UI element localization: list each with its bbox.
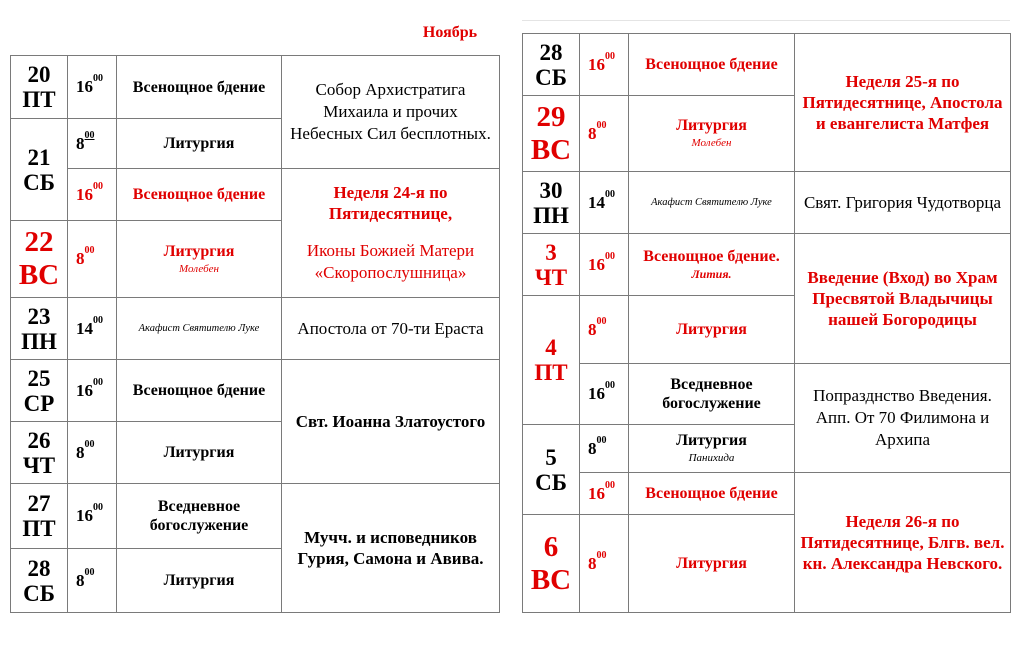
table-row [523,364,1011,425]
time-cell: $8^{00}$ [68,422,117,484]
time-cell: $16^{00}$ [68,360,117,422]
schedule-table-right [522,33,1011,613]
feast-cell: Свят. Григория Чудотворца [795,172,1011,234]
month-heading: Ноябрь [422,24,478,41]
date-cell: 20 ПТ [11,56,68,119]
date-cell: 27 ПТ [11,484,68,549]
service-cell: Литургия [117,422,282,484]
feast-cell: Введение (Вход) во Храм Пресвятой Владычицы нашей Богородицы [795,234,1011,364]
time-cell: $16^{00}$ [580,364,629,425]
divider [522,20,1010,21]
table-row [11,484,500,549]
time-cell: $8^{00}$ [68,221,117,298]
service-cell: Вседневное богослужение [629,364,795,425]
service-cell: Всенощное бдение [117,56,282,119]
service-cell: Вседневное богослужение [117,484,282,549]
date-cell: 21 СБ [11,119,68,221]
feast-cell: Неделя 24-я по Пятидесятнице, Иконы Божией Матери «Скоропослушница» [282,169,500,298]
table-row [11,298,500,360]
feast-cell: Неделя 25-я по Пятидесятнице, Апостола и евангелиста Матфея [795,34,1011,172]
service-cell: Литургия [117,549,282,613]
table-row [11,169,500,221]
date-cell: 22 ВС [11,221,68,298]
date-cell: 4 ПТ [523,296,580,425]
time-cell: $16^{00}$ [68,56,117,119]
table-row [523,172,1011,234]
time-cell: $16^{00}$ [68,484,117,549]
date-cell: 26 ЧТ [11,422,68,484]
feast-cell: Попразднство Введения. Апп. От 70 Филимона и Архипа [795,364,1011,473]
service-cell: Всенощное бдение [629,34,795,96]
table-row [523,234,1011,296]
feast-cell: Неделя 26-я по Пятидесятнице, Блгв. вел. кн. Александра Невского. [795,473,1011,613]
date-cell: 5 СБ [523,425,580,515]
time-cell: $14^{00}$ [580,172,629,234]
service-cell: Литургия [629,296,795,364]
schedule-table-left [10,55,500,613]
service-cell: Всенощное бдение [629,473,795,515]
time-cell: $14^{00}$ [68,298,117,360]
service-cell: Всенощное бдение. Лития. [629,234,795,296]
date-cell: 28 СБ [11,549,68,613]
time-cell: $8^{00}$ [580,425,629,473]
table-row [523,473,1011,515]
date-cell: 25 СР [11,360,68,422]
time-cell: $8^{00}$ [580,96,629,172]
service-cell: Акафист Святителю Луке [117,298,282,360]
feast-cell: Собор Архистратига Михаила и прочих Небесных Сил бесплотных. [282,56,500,169]
table-row [11,56,500,119]
date-cell: 23 ПН [11,298,68,360]
time-cell: $16^{00}$ [580,34,629,96]
time-cell: $8^{00}$ [580,296,629,364]
time-cell: $8^{00}$ [68,549,117,613]
date-cell: 29 ВС [523,96,580,172]
date-cell: 30 ПН [523,172,580,234]
date-cell: 6 ВС [523,515,580,613]
time-cell: $16^{00}$ [580,234,629,296]
service-cell: Литургия [117,119,282,169]
date-cell: 3 ЧТ [523,234,580,296]
service-cell: Акафист Святителю Луке [629,172,795,234]
feast-cell: Мучч. и исповедников Гурия, Самона и Авива. [282,484,500,613]
time-cell: $8^{00}$ [580,515,629,613]
time-cell: $8^{00}$ [68,119,117,169]
service-cell: Литургия Панихида [629,425,795,473]
table-row [11,360,500,422]
date-cell: 28 СБ [523,34,580,96]
table-row [523,34,1011,96]
service-cell: Всенощное бдение [117,360,282,422]
feast-cell: Апостола от 70-ти Ераста [282,298,500,360]
feast-cell: Свт. Иоанна Златоустого [282,360,500,484]
service-cell: Литургия Молебен [117,221,282,298]
time-cell: $16^{00}$ [68,169,117,221]
service-cell: Литургия Молебен [629,96,795,172]
service-cell: Литургия [629,515,795,613]
time-cell: $16^{00}$ [580,473,629,515]
service-cell: Всенощное бдение [117,169,282,221]
